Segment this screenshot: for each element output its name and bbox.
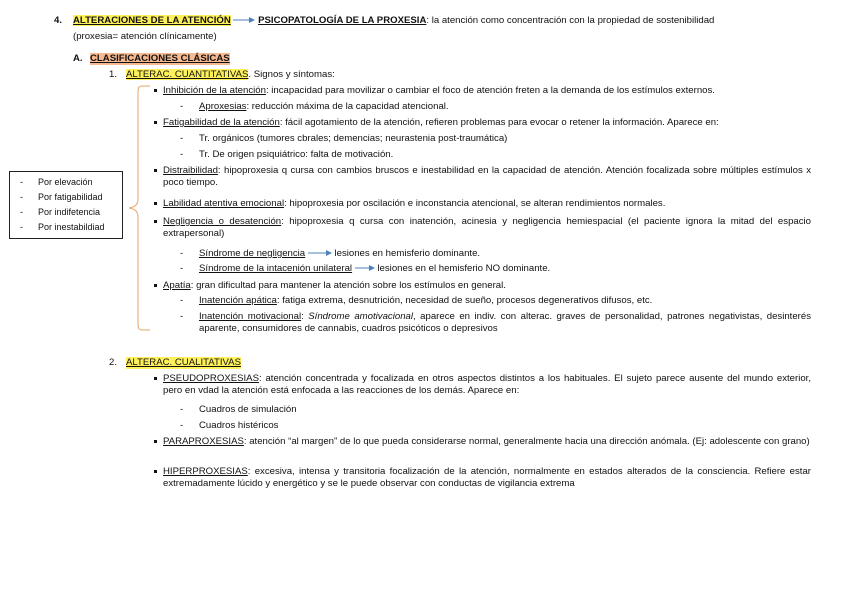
list-item: PARAPROXESIAS: atención “al margen” de lo que pueda considerarse normal, generalmente hacia una dirección anómala. (Ej: adolescente con grano) (163, 436, 810, 447)
section-title: ALTERACIONES DE LA ATENCIÓN (73, 15, 231, 26)
list-item: - Por inestabildiad (20, 222, 105, 232)
dash-marker: - (180, 420, 184, 431)
dash-marker: - (180, 295, 184, 306)
section-subtitle: PSICOPATOLOGÍA DE LA PROXESIA (258, 15, 427, 26)
list-item: - Por indifetencia (20, 207, 101, 217)
section-title-line (73, 15, 714, 27)
dash-marker: - (180, 311, 184, 322)
bullet-icon (154, 220, 157, 223)
bullet-icon (154, 202, 157, 205)
list-item: Síndrome de negligencia lesiones en hemisferio dominante. (199, 248, 481, 259)
list-number: 2. (109, 357, 118, 368)
arrow-right-icon (233, 16, 255, 24)
cual-title: ALTERAC. CUALITATIVAS (126, 357, 241, 368)
cuant-heading (126, 69, 335, 81)
dash-marker: - (180, 248, 184, 259)
list-item: Labilidad atentiva emocional: hipoproxesia por oscilación e inconstancia atencional, se alteran rendimientos normales. (163, 198, 666, 209)
list-item: HIPERPROXESIAS: excesiva, intensa y transitoria focalización de la atención, normalmente en estados alterados de la consciencia. Refiere estar extremadamente lúcido y energético y se le puede observar con conductas de vigilancia extrema (163, 466, 811, 489)
subsection-letter: A. (73, 53, 83, 64)
list-item: Tr. orgánicos (tumores cbrales; demencias; neurastenia post-traumática) (199, 133, 508, 144)
list-item: Inhibición de la atención: incapacidad para movilizar o cambiar el foco de atención freten a la demanda de los estímulos externos. (163, 85, 715, 96)
list-item: Inatención apática: fatiga extrema, desnutrición, necesidad de sueño, procesos degenerativos difusos, etc. (199, 295, 653, 306)
subsection-title: CLASIFICACIONES CLÁSICAS (90, 53, 230, 64)
bullet-icon (154, 169, 157, 172)
bullet-icon (154, 284, 157, 287)
bullet-icon (154, 440, 157, 443)
list-item: Inatención motivacional: Síndrome amotivacional, aparece en indiv. con alterac. graves de personalidad, patrones negativistas, desinterés aparente, consumidores de cannabis, cuadros psicóticos o depresivos (199, 311, 811, 334)
list-item: Fatigabilidad de la atención: fácil agotamiento de la atención, refieren problemas para evocar o retener la información. Aparece en: (163, 117, 719, 128)
list-item: Síndrome de la intacenión unilateral lesiones en el hemisferio NO dominante. (199, 263, 551, 274)
section-text-2: (proxesia= atención clínicamente) (73, 31, 217, 42)
list-item: Cuadros histéricos (199, 420, 279, 431)
dash-marker: - (180, 101, 184, 112)
summary-box (9, 171, 123, 239)
dash-marker: - (180, 404, 184, 415)
bullet-icon (154, 470, 157, 473)
dash-marker: - (180, 263, 184, 274)
arrow-right-icon (308, 249, 332, 257)
list-item: Apatía: gran dificultad para mantener la atención sobre los estímulos en general. (163, 280, 506, 291)
bullet-icon (154, 89, 157, 92)
dash-marker: - (180, 133, 184, 144)
list-item: PSEUDOPROXESIAS: atención concentrada y focalizada en otros aspectos distintos a los habituales. El sujeto parece ausente del mundo exterior, pero en vdad la atención está enfocada a las reacciones de los demás. Aparece en: (163, 373, 811, 396)
list-item: Distraibilidad: hipoproxesia q cursa con cambios bruscos e inestabilidad en la capacidad de atención. Atención focalizada sobre múltiples estímulos x poco tiempo. (163, 165, 811, 188)
list-item: Cuadros de simulación (199, 404, 297, 415)
cuant-rest: . Signos y síntomas: (248, 69, 335, 80)
list-number: 1. (109, 69, 118, 80)
list-item: Aproxesias: reducción máxima de la capacidad atencional. (199, 101, 449, 112)
list-item: Tr. De origen psiquiátrico: falta de motivación. (199, 149, 394, 160)
list-item: - Por fatigabilidad (20, 192, 103, 202)
list-item: Negligencia o desatención: hipoproxesia q cursa con inatención, acinesia y negligencia hemiespacial (el paciente ignora la mitad del espacio extrapersonal) (163, 216, 812, 239)
section-number: 4. (54, 15, 63, 26)
bullet-icon (154, 121, 157, 124)
cuant-title: ALTERAC. CUANTITATIVAS (126, 69, 249, 80)
dash-marker: - (180, 149, 184, 160)
bullet-icon (154, 377, 157, 380)
bracket-brace (126, 85, 152, 332)
arrow-right-icon (355, 264, 375, 272)
section-text: : la atención como concentración con la propiedad de sostenibilidad (426, 15, 715, 26)
list-item: - Por elevación (20, 177, 93, 187)
